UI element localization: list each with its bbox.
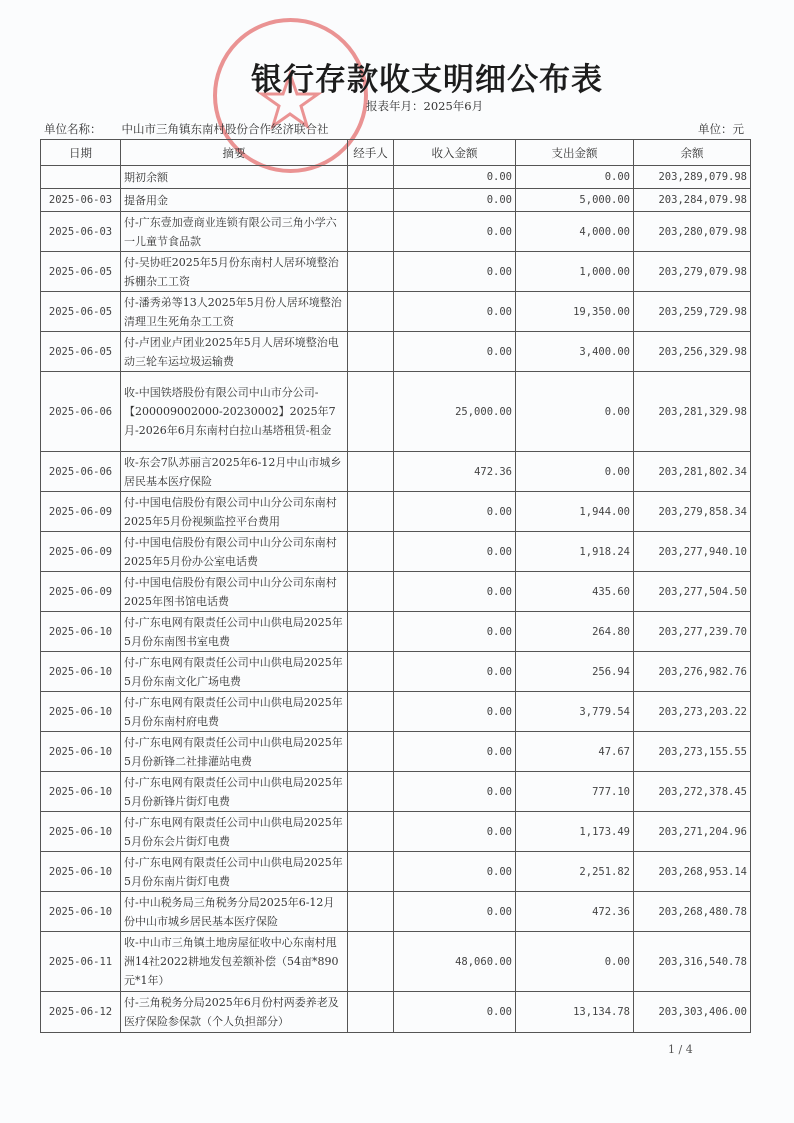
header-balance: 余额 [634, 140, 751, 166]
cell-expense: 3,400.00 [516, 332, 634, 372]
table-row [41, 212, 751, 252]
table-row [41, 492, 751, 532]
cell-summary: 付-中国电信股份有限公司中山分公司东南村2025年5月份视频监控平台费用 [121, 492, 348, 532]
cell-expense: 0.00 [516, 932, 634, 992]
table-row [41, 932, 751, 992]
unit-name-value: 中山市三角镇东南村股份合作经济联合社 [121, 122, 329, 136]
currency-unit-label: 单位：元 [698, 122, 744, 136]
cell-income: 0.00 [394, 166, 516, 189]
cell-balance: 203,259,729.98 [634, 292, 751, 332]
cell-handler [348, 189, 394, 212]
cell-summary: 付-广东电网有限责任公司中山供电局2025年5月份东南文化广场电费 [121, 652, 348, 692]
ledger-table [40, 139, 751, 1033]
table-row [41, 452, 751, 492]
cell-date: 2025-06-11 [41, 932, 121, 992]
cell-income: 0.00 [394, 292, 516, 332]
cell-handler [348, 532, 394, 572]
cell-expense: 256.94 [516, 652, 634, 692]
table-row [41, 189, 751, 212]
table-row [41, 732, 751, 772]
cell-date: 2025-06-06 [41, 452, 121, 492]
table-row [41, 772, 751, 812]
cell-date: 2025-06-10 [41, 652, 121, 692]
cell-date: 2025-06-09 [41, 492, 121, 532]
cell-summary: 付-广东电网有限责任公司中山供电局2025年5月份东会片街灯电费 [121, 812, 348, 852]
cell-balance: 203,273,155.55 [634, 732, 751, 772]
cell-summary: 付-广东电网有限责任公司中山供电局2025年5月份新锋片街灯电费 [121, 772, 348, 812]
table-row [41, 372, 751, 452]
cell-date: 2025-06-05 [41, 252, 121, 292]
table-row [41, 532, 751, 572]
cell-summary: 付-中国电信股份有限公司中山分公司东南村2025年5月份办公室电话费 [121, 532, 348, 572]
cell-date: 2025-06-05 [41, 332, 121, 372]
cell-summary: 付-广东电网有限责任公司中山供电局2025年5月份东南片街灯电费 [121, 852, 348, 892]
cell-summary: 期初余额 [121, 166, 348, 189]
cell-balance: 203,271,204.96 [634, 812, 751, 852]
cell-handler [348, 252, 394, 292]
cell-income: 0.00 [394, 572, 516, 612]
cell-date: 2025-06-10 [41, 732, 121, 772]
report-period [366, 98, 483, 114]
cell-balance: 203,279,079.98 [634, 252, 751, 292]
cell-handler [348, 732, 394, 772]
cell-expense: 777.10 [516, 772, 634, 812]
cell-handler [348, 572, 394, 612]
cell-handler [348, 292, 394, 332]
header-date: 日期 [41, 140, 121, 166]
cell-summary: 付-卢团业卢团业2025年5月人居环境整治电动三轮车运垃圾运输费 [121, 332, 348, 372]
page-number: 1 / 4 [668, 1043, 693, 1056]
cell-summary: 提备用金 [121, 189, 348, 212]
cell-expense: 19,350.00 [516, 292, 634, 332]
cell-expense: 0.00 [516, 372, 634, 452]
cell-handler [348, 612, 394, 652]
cell-income: 0.00 [394, 332, 516, 372]
cell-date: 2025-06-06 [41, 372, 121, 452]
table-row [41, 892, 751, 932]
cell-date: 2025-06-10 [41, 892, 121, 932]
cell-expense: 13,134.78 [516, 992, 634, 1033]
table-row [41, 292, 751, 332]
cell-date: 2025-06-10 [41, 852, 121, 892]
table-row [41, 332, 751, 372]
cell-summary: 付-广东电网有限责任公司中山供电局2025年5月份新锋二社排灌站电费 [121, 732, 348, 772]
header-handler: 经手人 [348, 140, 394, 166]
cell-handler [348, 812, 394, 852]
cell-balance: 203,256,329.98 [634, 332, 751, 372]
report-period-value: 2025年6月 [423, 99, 484, 113]
table-header-row [41, 140, 751, 166]
cell-expense: 47.67 [516, 732, 634, 772]
cell-balance: 203,281,802.34 [634, 452, 751, 492]
cell-summary: 收-中山市三角镇土地房屋征收中心东南村甩洲14社2022耕地发包差额补偿（54亩*890元*1年） [121, 932, 348, 992]
cell-income: 0.00 [394, 189, 516, 212]
table-row [41, 652, 751, 692]
cell-handler [348, 992, 394, 1033]
table-row [41, 166, 751, 189]
cell-income: 0.00 [394, 892, 516, 932]
cell-handler [348, 852, 394, 892]
table-row [41, 992, 751, 1033]
cell-handler [348, 892, 394, 932]
header-summary: 摘要 [121, 140, 348, 166]
table-row [41, 572, 751, 612]
cell-expense: 0.00 [516, 166, 634, 189]
cell-date: 2025-06-05 [41, 292, 121, 332]
cell-income: 0.00 [394, 252, 516, 292]
cell-balance: 203,316,540.78 [634, 932, 751, 992]
cell-expense: 1,000.00 [516, 252, 634, 292]
table-row [41, 812, 751, 852]
header-income: 收入金额 [394, 140, 516, 166]
cell-expense: 472.36 [516, 892, 634, 932]
cell-expense: 435.60 [516, 572, 634, 612]
unit-name-label: 单位名称： [44, 122, 102, 136]
cell-income: 0.00 [394, 652, 516, 692]
cell-summary: 付-广东壹加壹商业连锁有限公司三角小学六一儿童节食品款 [121, 212, 348, 252]
cell-expense: 3,779.54 [516, 692, 634, 732]
cell-summary: 付-广东电网有限责任公司中山供电局2025年5月份东南图书室电费 [121, 612, 348, 652]
cell-income: 0.00 [394, 732, 516, 772]
cell-balance: 203,284,079.98 [634, 189, 751, 212]
cell-balance: 203,280,079.98 [634, 212, 751, 252]
cell-income: 472.36 [394, 452, 516, 492]
report-period-label: 报表年月： [366, 99, 424, 113]
cell-handler [348, 166, 394, 189]
cell-handler [348, 452, 394, 492]
cell-income: 0.00 [394, 532, 516, 572]
cell-expense: 2,251.82 [516, 852, 634, 892]
cell-income: 0.00 [394, 492, 516, 532]
cell-balance: 203,281,329.98 [634, 372, 751, 452]
cell-balance: 203,303,406.00 [634, 992, 751, 1033]
cell-expense: 1,944.00 [516, 492, 634, 532]
cell-income: 0.00 [394, 992, 516, 1033]
cell-date [41, 166, 121, 189]
cell-balance: 203,277,504.50 [634, 572, 751, 612]
cell-handler [348, 932, 394, 992]
cell-income: 0.00 [394, 612, 516, 652]
cell-summary: 付-吴协旺2025年5月份东南村人居环境整治拆棚杂工工资 [121, 252, 348, 292]
table-row [41, 612, 751, 652]
cell-balance: 203,277,940.10 [634, 532, 751, 572]
cell-income: 0.00 [394, 772, 516, 812]
cell-balance: 203,272,378.45 [634, 772, 751, 812]
cell-date: 2025-06-10 [41, 772, 121, 812]
table-row [41, 692, 751, 732]
table-row [41, 252, 751, 292]
cell-income: 25,000.00 [394, 372, 516, 452]
document-title: 银行存款收支明细公布表 [251, 62, 603, 98]
cell-date: 2025-06-12 [41, 992, 121, 1033]
table-row [41, 852, 751, 892]
cell-balance: 203,276,982.76 [634, 652, 751, 692]
cell-balance: 203,289,079.98 [634, 166, 751, 189]
cell-balance: 203,268,953.14 [634, 852, 751, 892]
cell-date: 2025-06-09 [41, 572, 121, 612]
cell-summary: 付-中国电信股份有限公司中山分公司东南村2025年图书馆电话费 [121, 572, 348, 612]
cell-balance: 203,268,480.78 [634, 892, 751, 932]
cell-date: 2025-06-03 [41, 189, 121, 212]
header-expense: 支出金额 [516, 140, 634, 166]
cell-balance: 203,277,239.70 [634, 612, 751, 652]
cell-summary: 付-三角税务分局2025年6月份村两委养老及医疗保险参保款（个人负担部分） [121, 992, 348, 1033]
cell-income: 0.00 [394, 812, 516, 852]
cell-handler [348, 772, 394, 812]
cell-handler [348, 332, 394, 372]
cell-date: 2025-06-09 [41, 532, 121, 572]
cell-income: 0.00 [394, 212, 516, 252]
cell-income: 0.00 [394, 692, 516, 732]
cell-summary: 收-中国铁塔股份有限公司中山市分公司-【200009002000-20230002】2025年7月-2026年6月东南村白拉山基塔租赁-租金 [121, 372, 348, 452]
cell-handler [348, 212, 394, 252]
cell-expense: 1,173.49 [516, 812, 634, 852]
cell-handler [348, 692, 394, 732]
cell-date: 2025-06-10 [41, 612, 121, 652]
cell-date: 2025-06-10 [41, 812, 121, 852]
cell-income: 0.00 [394, 852, 516, 892]
cell-summary: 付-广东电网有限责任公司中山供电局2025年5月份东南村府电费 [121, 692, 348, 732]
cell-handler [348, 652, 394, 692]
cell-date: 2025-06-10 [41, 692, 121, 732]
cell-summary: 付-潘秀弟等13人2025年5月份人居环境整治清理卫生死角杂工工资 [121, 292, 348, 332]
cell-date: 2025-06-03 [41, 212, 121, 252]
unit-name [44, 121, 329, 137]
cell-expense: 1,918.24 [516, 532, 634, 572]
cell-balance: 203,273,203.22 [634, 692, 751, 732]
cell-handler [348, 492, 394, 532]
cell-income: 48,060.00 [394, 932, 516, 992]
cell-summary: 付-中山税务局三角税务分局2025年6-12月份中山市城乡居民基本医疗保险 [121, 892, 348, 932]
cell-handler [348, 372, 394, 452]
cell-expense: 0.00 [516, 452, 634, 492]
cell-expense: 264.80 [516, 612, 634, 652]
cell-expense: 5,000.00 [516, 189, 634, 212]
cell-expense: 4,000.00 [516, 212, 634, 252]
cell-balance: 203,279,858.34 [634, 492, 751, 532]
cell-summary: 收-东会7队苏丽言2025年6-12月中山市城乡居民基本医疗保险 [121, 452, 348, 492]
